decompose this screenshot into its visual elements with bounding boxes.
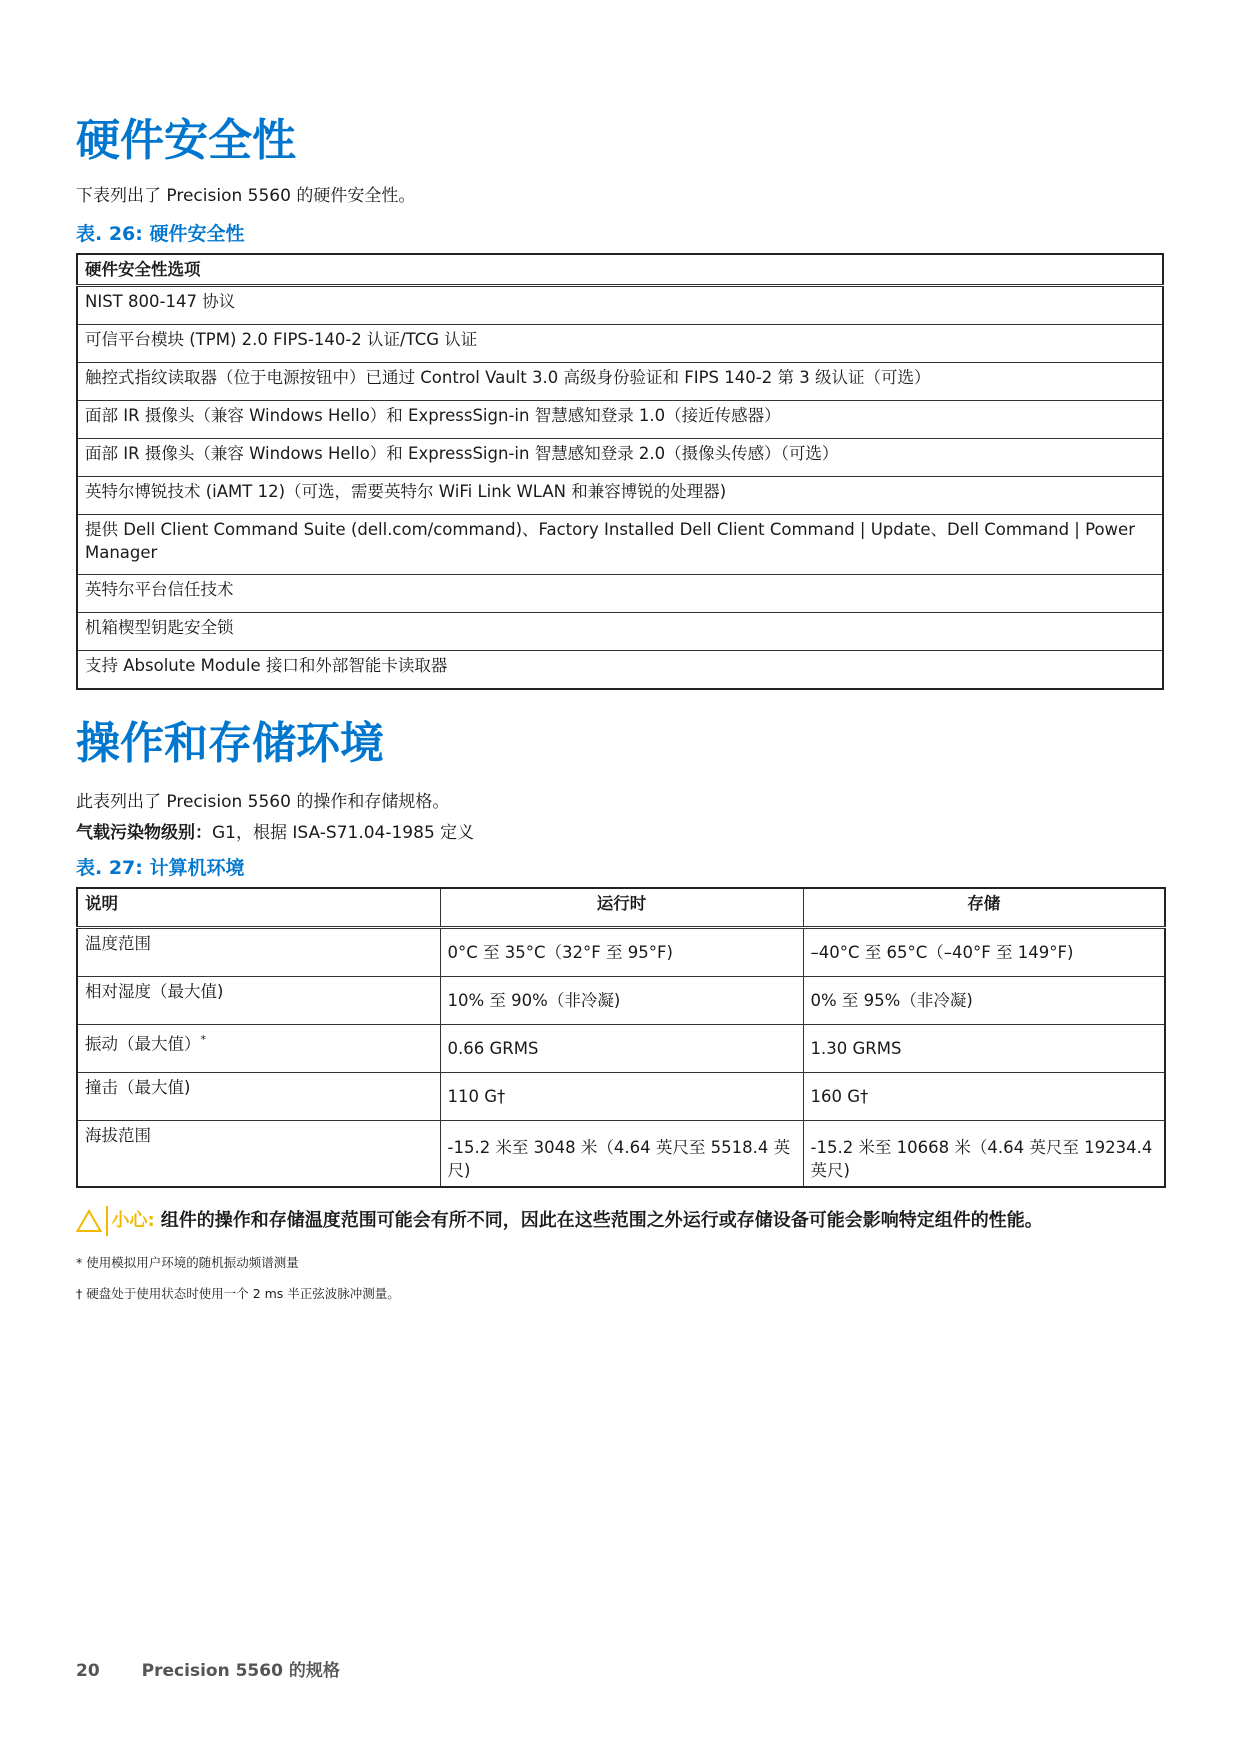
table-cell: 支持 Absolute Module 接口和外部智能卡读取器: [77, 651, 1163, 690]
row-description: 海拔范围: [77, 1121, 440, 1188]
table-cell: 面部 IR 摄像头（兼容 Windows Hello）和 ExpressSign-in 智慧感知登录 2.0（摄像头传感）（可选）: [77, 439, 1163, 477]
row-description: 撞击（最大值): [77, 1073, 440, 1121]
airborne-contaminant-level: [76, 821, 1164, 845]
warning-icon: [76, 1209, 102, 1233]
row-operating: -15.2 米至 3048 米（4.64 英尺至 5518.4 英尺): [440, 1121, 803, 1188]
page-footer: [76, 1656, 382, 1681]
environment-table: [76, 887, 1166, 1188]
table-row: [77, 515, 1163, 575]
table-row: [77, 363, 1163, 401]
table-row: [77, 1025, 1165, 1073]
header-storage: 存储: [803, 888, 1165, 928]
hardware-security-intro: 下表列出了 Precision 5560 的硬件安全性。: [76, 186, 416, 206]
table-row: [77, 613, 1163, 651]
row-description: 相对湿度（最大值): [77, 977, 440, 1025]
row-description: 温度范围: [77, 928, 440, 977]
table-row: [77, 325, 1163, 363]
table-header-cell: 硬件安全性选项: [77, 254, 1163, 286]
table-row: [77, 401, 1163, 439]
table-cell: 可信平台模块 (TPM) 2.0 FIPS-140-2 认证/TCG 认证: [77, 325, 1163, 363]
row-operating: 0°C 至 35°C（32°F 至 95°F): [440, 928, 803, 977]
dust-value: G1，根据 ISA-S71.04-1985 定义: [212, 823, 475, 843]
header-description: 说明: [77, 888, 440, 928]
table-cell: 机箱楔型钥匙安全锁: [77, 613, 1163, 651]
page-content: [76, 0, 1164, 1303]
caution-text: 组件的操作和存储温度范围可能会有所不同，因此在这些范围之外运行或存储设备可能会影响特定组件的性能。: [160, 1210, 1043, 1231]
table-cell: NIST 800-147 协议: [77, 286, 1163, 325]
section-title-environment: 操作和存储环境: [76, 718, 384, 769]
footnote-mark: *: [200, 1033, 206, 1046]
environment-intro: 此表列出了 Precision 5560 的操作和存储规格。: [76, 792, 450, 812]
table-cell: 触控式指纹读取器（位于电源按钮中）已通过 Control Vault 3.0 高级身份验证和 FIPS 140-2 第 3 级认证（可选）: [77, 363, 1163, 401]
table-row: [77, 977, 1165, 1025]
row-description: [77, 1025, 440, 1073]
dust-label: 气载污染物级别：: [76, 823, 212, 843]
footer-title: Precision 5560 的规格: [141, 1661, 340, 1681]
row-storage: –40°C 至 65°C（–40°F 至 149°F): [803, 928, 1165, 977]
table-row: [77, 1073, 1165, 1121]
table-cell: 提供 Dell Client Command Suite (dell.com/command)、Factory Installed Dell Client Command | Update、Dell Command | Power Manager: [77, 515, 1163, 575]
footnote-vibration: * 使用模拟用户环境的随机振动频谱测量: [76, 1255, 299, 1270]
table-cell: 英特尔平台信任技术: [77, 575, 1163, 613]
table-27-caption: 表. 27: 计算机环境: [76, 857, 245, 879]
row-storage: 0% 至 95%（非冷凝): [803, 977, 1165, 1025]
footnote-shock: † 硬盘处于使用状态时使用一个 2 ms 半正弦波脉冲测量。: [76, 1286, 400, 1301]
caution-label: 小心:: [111, 1210, 155, 1231]
page-number: 20: [76, 1661, 100, 1681]
section-title-hardware-security: 硬件安全性: [76, 115, 296, 166]
table-row: [77, 928, 1165, 977]
row-operating: 10% 至 90%（非冷凝): [440, 977, 803, 1025]
row-description-text: 振动（最大值）: [85, 1034, 201, 1054]
table-cell: 英特尔博锐技术 (iAMT 12)（可选，需要英特尔 WiFi Link WLAN 和兼容博锐的处理器): [77, 477, 1163, 515]
row-operating: 110 G†: [440, 1073, 803, 1121]
table-row: [77, 575, 1163, 613]
table-row: [77, 477, 1163, 515]
table-row: [77, 1121, 1165, 1188]
row-storage: 160 G†: [803, 1073, 1165, 1121]
hardware-security-table: [76, 253, 1164, 690]
table-row: [77, 439, 1163, 477]
table-row: [77, 286, 1163, 325]
table-cell: 面部 IR 摄像头（兼容 Windows Hello）和 ExpressSign-in 智慧感知登录 1.0（接近传感器）: [77, 401, 1163, 439]
row-storage: -15.2 米至 10668 米（4.64 英尺至 19234.4 英尺): [803, 1121, 1165, 1188]
header-operating: 运行时: [440, 888, 803, 928]
caution-divider: [106, 1206, 108, 1236]
table-row: [77, 651, 1163, 690]
caution-note: [76, 1206, 1164, 1236]
row-operating: 0.66 GRMS: [440, 1025, 803, 1073]
table-26-caption: 表. 26: 硬件安全性: [76, 223, 245, 245]
row-storage: 1.30 GRMS: [803, 1025, 1165, 1073]
